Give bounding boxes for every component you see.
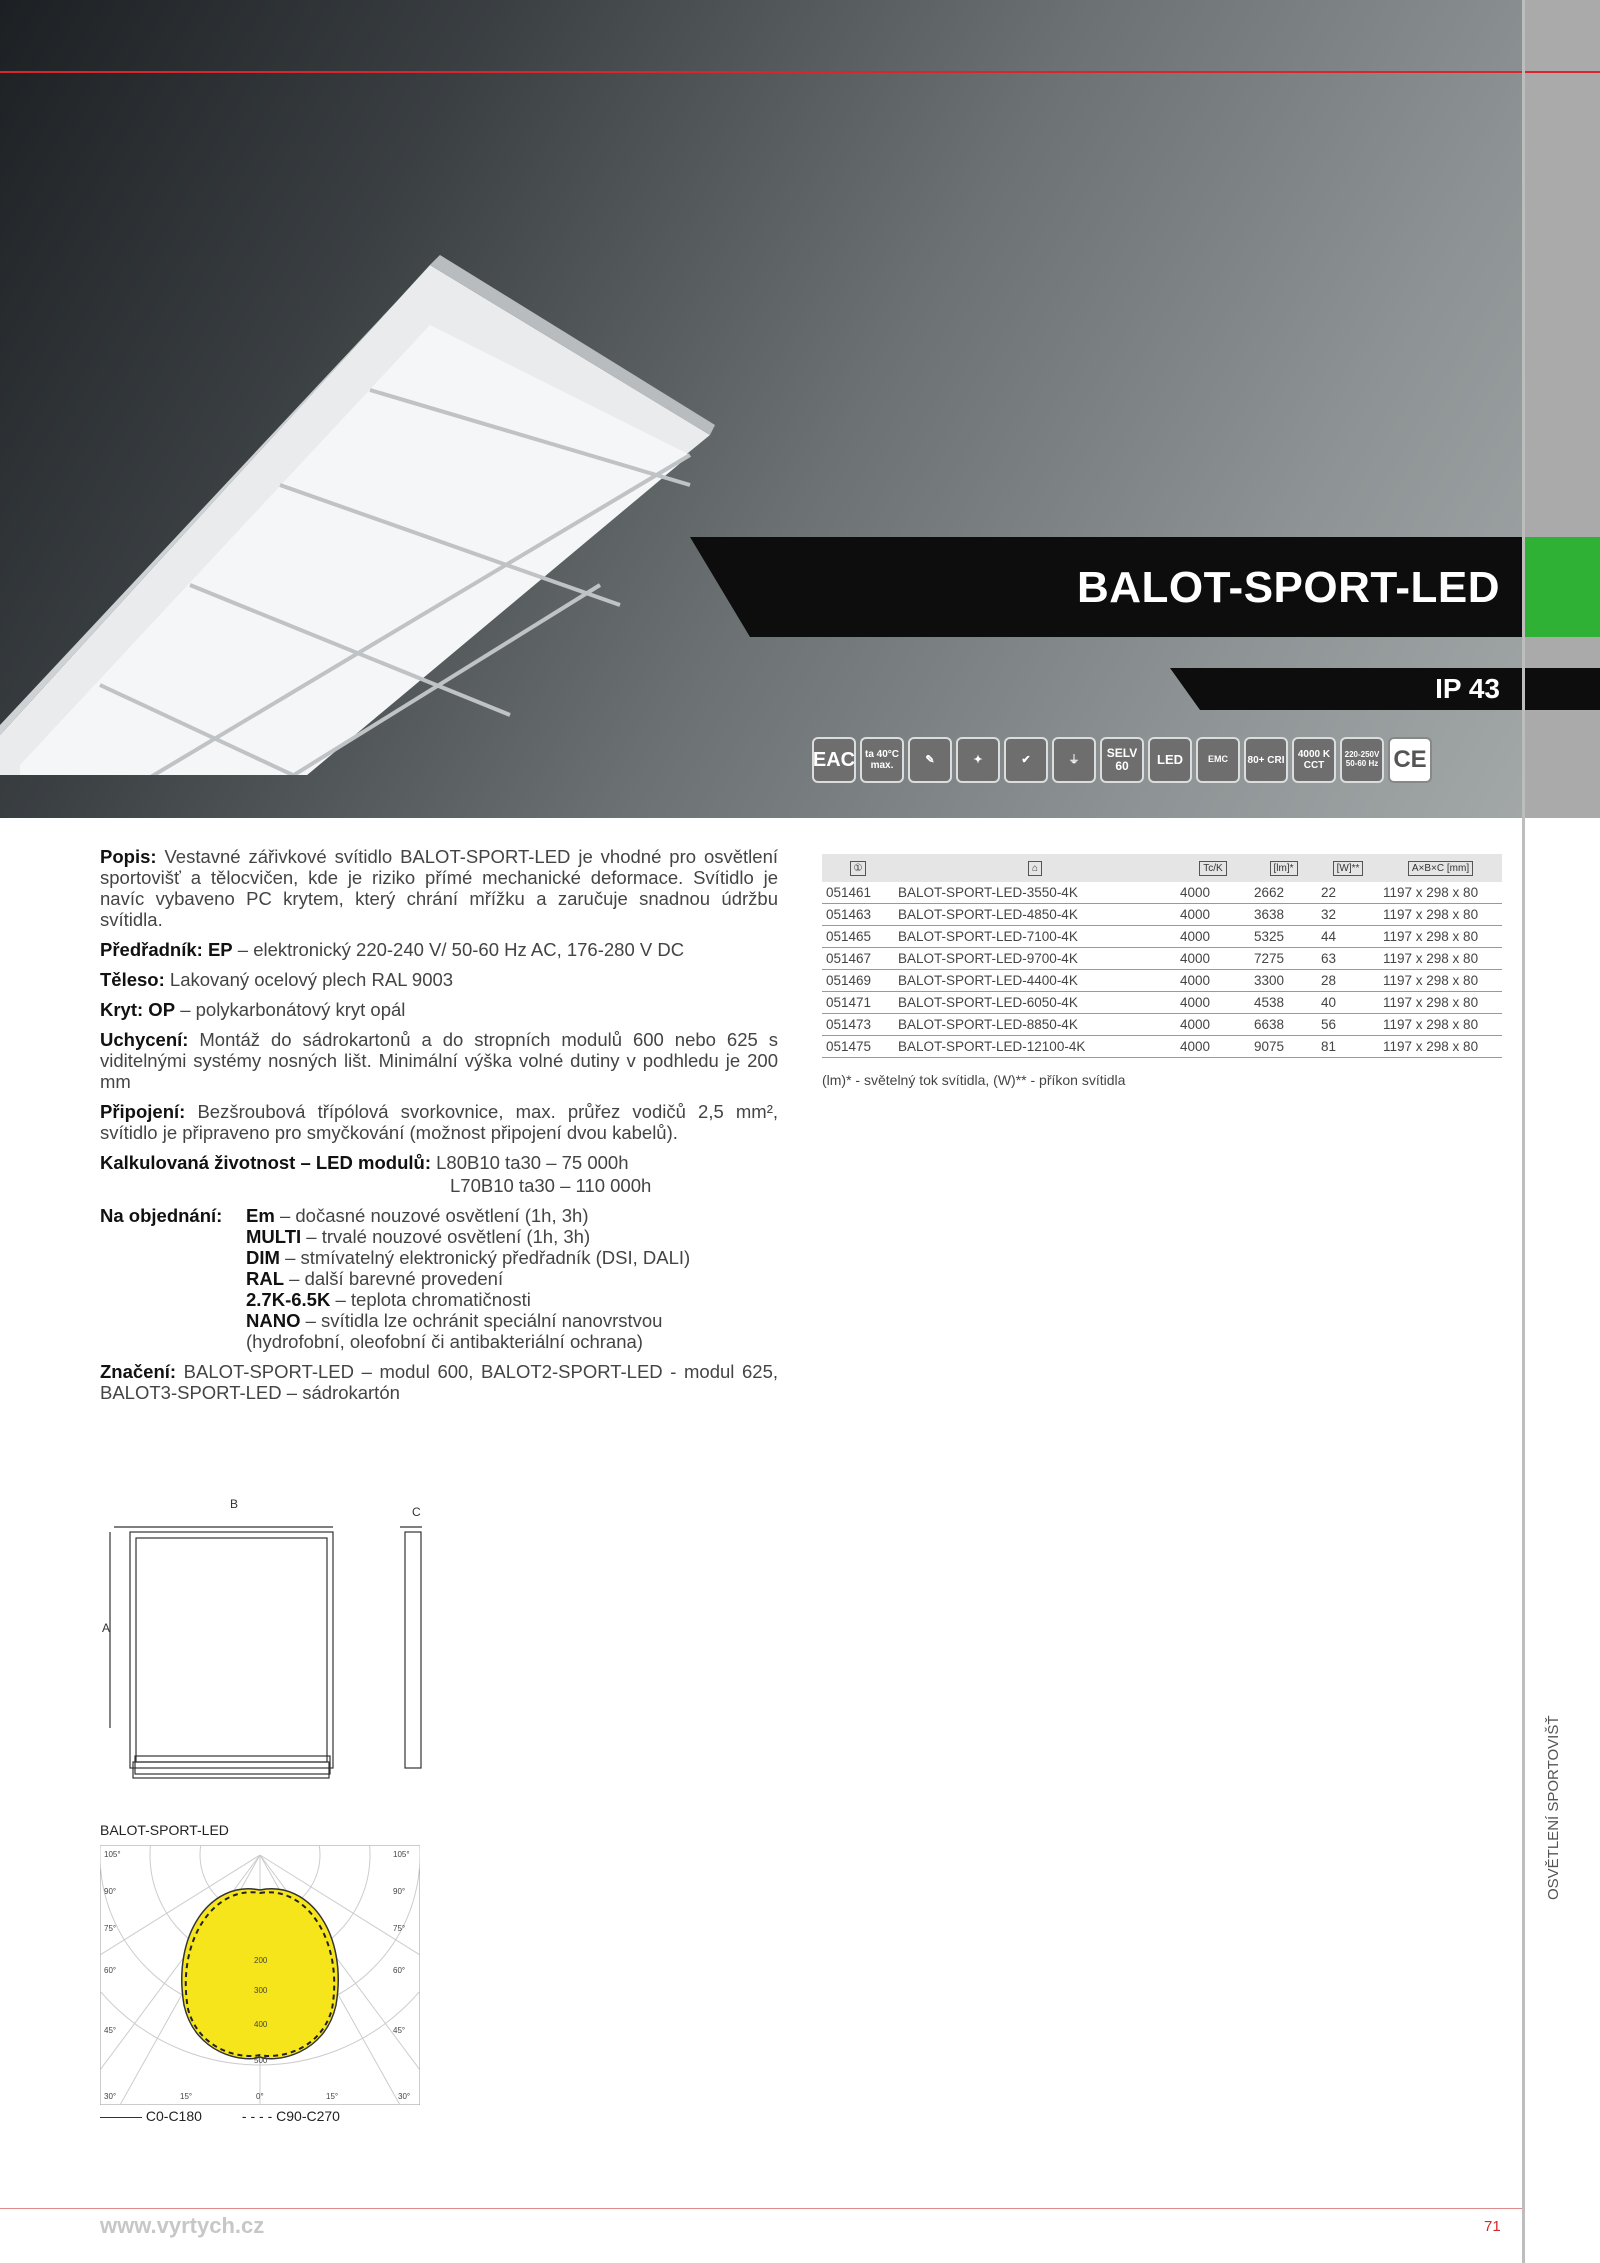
ce-icon: CE bbox=[1388, 737, 1432, 783]
luminaire-icon: ⌂ bbox=[894, 854, 1176, 882]
pripojeni-label: Připojení: bbox=[100, 1101, 186, 1122]
svg-text:90°: 90° bbox=[393, 1887, 406, 1896]
table-row bbox=[822, 882, 1502, 904]
pripojeni-text: Bezšroubová třípólová svorkovnice, max. průřez vodičů 2,5 mm², svítidlo je připraveno pro smyčkování (možnost připojení dvou kabelů). bbox=[100, 1101, 779, 1143]
dim-b: B bbox=[230, 1497, 239, 1511]
zivotnost-label: Kalkulovaná životnost – LED modulů: bbox=[100, 1152, 431, 1173]
table-row bbox=[822, 948, 1502, 970]
svg-text:30°: 30° bbox=[398, 2092, 411, 2101]
selv-icon: SELV 60 bbox=[1100, 737, 1144, 783]
table-cell: 2662 bbox=[1250, 882, 1317, 904]
page-number: 71 bbox=[1484, 2218, 1501, 2235]
table-cell: 4000 bbox=[1176, 904, 1250, 926]
table-cell: BALOT-SPORT-LED-4400-4K bbox=[894, 970, 1176, 992]
table-row bbox=[822, 1036, 1502, 1058]
predradnik-label: Předřadník: EP bbox=[100, 939, 233, 960]
table-row bbox=[822, 1014, 1502, 1036]
table-cell: 051469 bbox=[822, 970, 894, 992]
svg-text:75°: 75° bbox=[393, 1924, 406, 1933]
dim-c: C bbox=[412, 1505, 421, 1519]
technical-drawing bbox=[100, 1492, 440, 1782]
th-lm: [lm]* bbox=[1270, 861, 1298, 876]
table-cell: 4000 bbox=[1176, 926, 1250, 948]
polar-title: BALOT-SPORT-LED bbox=[100, 1822, 229, 1838]
kryt-label: Kryt: OP bbox=[100, 999, 176, 1020]
predradnik-text: – elektronický 220-240 V/ 50-60 Hz AC, 176-280 V DC bbox=[237, 939, 685, 960]
option-item: DIM – stmívatelný elektronický předřadník (DSI, DALI) bbox=[246, 1247, 691, 1268]
svg-text:400: 400 bbox=[254, 2020, 268, 2029]
svg-text:75°: 75° bbox=[104, 1924, 117, 1933]
table-cell: BALOT-SPORT-LED-6050-4K bbox=[894, 992, 1176, 1014]
table-cell: 22 bbox=[1317, 882, 1379, 904]
legend-dashed: - - - - C90-C270 bbox=[241, 2108, 340, 2124]
certification-icons bbox=[812, 737, 1432, 783]
table-cell: 81 bbox=[1317, 1036, 1379, 1058]
table-cell: 051465 bbox=[822, 926, 894, 948]
th-w: [W]** bbox=[1333, 861, 1364, 876]
right-red-line bbox=[1525, 71, 1600, 73]
table-cell: 051475 bbox=[822, 1036, 894, 1058]
footer-line bbox=[0, 2208, 1522, 2209]
table-cell: 1197 x 298 x 80 bbox=[1379, 1014, 1502, 1036]
polar-legend bbox=[100, 2108, 340, 2124]
table-cell: 1197 x 298 x 80 bbox=[1379, 1036, 1502, 1058]
svg-text:105°: 105° bbox=[393, 1850, 410, 1859]
top-red-line bbox=[0, 71, 1522, 73]
section-label: OSVĚTLENÍ SPORTOVIŠŤ bbox=[1545, 1715, 1562, 1900]
table-cell: 051461 bbox=[822, 882, 894, 904]
zivotnost-1: L80B10 ta30 – 75 000h bbox=[436, 1152, 629, 1173]
order-options bbox=[100, 1205, 778, 1352]
popis-text: Vestavné zářivkové svítidlo BALOT-SPORT-LED je vhodné pro osvětlení sportovišť a tělocvičen, kde je riziko přímé mechanické deformace. Svítidlo je navíc vybaveno PC krytem, který chrání mřížku a zaručuje snadnou údržbu svítidla. bbox=[100, 846, 778, 930]
svg-text:15°: 15° bbox=[326, 2092, 339, 2101]
svg-text:45°: 45° bbox=[393, 2026, 406, 2035]
option-item: RAL – další barevné provedení bbox=[246, 1268, 504, 1289]
table-cell: 3300 bbox=[1250, 970, 1317, 992]
temp-icon: ta 40°C max. bbox=[860, 737, 904, 783]
table-header bbox=[822, 854, 1502, 882]
led-icon: LED bbox=[1148, 737, 1192, 783]
table-cell: BALOT-SPORT-LED-8850-4K bbox=[894, 1014, 1176, 1036]
option-item: MULTI – trvalé nouzové osvětlení (1h, 3h) bbox=[246, 1226, 591, 1247]
distribution-curve bbox=[182, 1889, 338, 2059]
zivotnost-2: L70B10 ta30 – 110 000h bbox=[450, 1175, 652, 1196]
znaceni-label: Značení: bbox=[100, 1361, 177, 1382]
table-cell: 1197 x 298 x 80 bbox=[1379, 992, 1502, 1014]
svg-text:500: 500 bbox=[254, 2056, 268, 2065]
znaceni-text: BALOT-SPORT-LED – modul 600, BALOT2-SPORT-LED - modul 625, BALOT3-SPORT-LED – sádrokartón bbox=[100, 1361, 778, 1403]
table-cell: 3638 bbox=[1250, 904, 1317, 926]
teleso-text: Lakovaný ocelový plech RAL 9003 bbox=[169, 969, 454, 990]
table-cell: 1197 x 298 x 80 bbox=[1379, 970, 1502, 992]
luminaire-image bbox=[0, 255, 760, 775]
svg-text:105°: 105° bbox=[104, 1850, 121, 1859]
svg-text:30°: 30° bbox=[104, 2092, 117, 2101]
svg-text:0°: 0° bbox=[256, 2092, 264, 2101]
svg-text:60°: 60° bbox=[393, 1966, 406, 1975]
svg-text:45°: 45° bbox=[104, 2026, 117, 2035]
table-cell: 1197 x 298 x 80 bbox=[1379, 926, 1502, 948]
impact-icon: ✎ bbox=[908, 737, 952, 783]
teleso-label: Těleso: bbox=[100, 969, 165, 990]
popis-label: Popis: bbox=[100, 846, 157, 867]
table-cell: 32 bbox=[1317, 904, 1379, 926]
table-cell: 051467 bbox=[822, 948, 894, 970]
th-tc: Tc/K bbox=[1199, 861, 1226, 876]
table-row bbox=[822, 904, 1502, 926]
table-cell: BALOT-SPORT-LED-12100-4K bbox=[894, 1036, 1176, 1058]
table-cell: 4000 bbox=[1176, 882, 1250, 904]
legend-solid: ——— C0-C180 bbox=[100, 2108, 202, 2124]
svg-text:90°: 90° bbox=[104, 1887, 117, 1896]
table-cell: 1197 x 298 x 80 bbox=[1379, 904, 1502, 926]
th-dims: A×B×C [mm] bbox=[1408, 861, 1473, 876]
table-cell: 1197 x 298 x 80 bbox=[1379, 882, 1502, 904]
table-cell: BALOT-SPORT-LED-9700-4K bbox=[894, 948, 1176, 970]
option-item: Em – dočasné nouzové osvětlení (1h, 3h) bbox=[246, 1205, 589, 1226]
code-icon: ① bbox=[822, 854, 894, 882]
table-cell: 4000 bbox=[1176, 992, 1250, 1014]
table-cell: 9075 bbox=[1250, 1036, 1317, 1058]
product-title: BALOT-SPORT-LED bbox=[1076, 563, 1500, 612]
emc-icon: EMC bbox=[1196, 737, 1240, 783]
table-cell: BALOT-SPORT-LED-3550-4K bbox=[894, 882, 1176, 904]
cct-icon: 4000 K CCT bbox=[1292, 737, 1336, 783]
description bbox=[100, 846, 778, 1412]
table-cell: 051471 bbox=[822, 992, 894, 1014]
option-item: 2.7K-6.5K – teplota chromatičnosti bbox=[246, 1289, 531, 1310]
dim-a: A bbox=[102, 1621, 111, 1635]
table-note: (lm)* - světelný tok svítidla, (W)** - příkon svítidla bbox=[822, 1072, 1126, 1088]
table-cell: 56 bbox=[1317, 1014, 1379, 1036]
product-table bbox=[822, 854, 1502, 1058]
ip-band-right bbox=[1525, 668, 1600, 710]
table-cell: 63 bbox=[1317, 948, 1379, 970]
nano-icon: ✦ bbox=[956, 737, 1000, 783]
eac-icon: EAC bbox=[812, 737, 856, 783]
table-cell: 4000 bbox=[1176, 1014, 1250, 1036]
cri-icon: 80+ CRI bbox=[1244, 737, 1288, 783]
table-row bbox=[822, 970, 1502, 992]
table-row bbox=[822, 992, 1502, 1014]
class1-icon: ⏚ bbox=[1052, 737, 1096, 783]
voltage-icon: 220-250V 50-60 Hz bbox=[1340, 737, 1384, 783]
option-item: NANO – svítidla lze ochránit speciální nanovrstvou (hydrofobní, oleofobní či antibakteriální ochrana) bbox=[246, 1310, 663, 1352]
ip-rating: IP 43 bbox=[1435, 673, 1500, 704]
footer-url[interactable]: www.vyrtych.cz bbox=[100, 2213, 265, 2238]
table-cell: BALOT-SPORT-LED-7100-4K bbox=[894, 926, 1176, 948]
order-label: Na objednání: bbox=[100, 1205, 223, 1226]
svg-text:200: 200 bbox=[254, 1956, 268, 1965]
table-cell: 44 bbox=[1317, 926, 1379, 948]
table-cell: 4000 bbox=[1176, 948, 1250, 970]
check-icon: ✔ bbox=[1004, 737, 1048, 783]
table-cell: 5325 bbox=[1250, 926, 1317, 948]
kryt-text: – polykarbonátový kryt opál bbox=[180, 999, 406, 1020]
table-cell: 4000 bbox=[1176, 1036, 1250, 1058]
svg-text:60°: 60° bbox=[104, 1966, 117, 1975]
table-cell: 6638 bbox=[1250, 1014, 1317, 1036]
table-cell: 40 bbox=[1317, 992, 1379, 1014]
green-marker bbox=[1525, 537, 1600, 637]
table-cell: 4538 bbox=[1250, 992, 1317, 1014]
uchyceni-label: Uchycení: bbox=[100, 1029, 189, 1050]
uchyceni-text: Montáž do sádrokartonů a do stropních modulů 600 nebo 625 s viditelnými systémy nosných lišt. Minimální výška volné dutiny v podhledu je 200 mm bbox=[100, 1029, 779, 1092]
svg-text:300: 300 bbox=[254, 1986, 268, 1995]
table-row bbox=[822, 926, 1502, 948]
table-cell: 1197 x 298 x 80 bbox=[1379, 948, 1502, 970]
table-cell: 4000 bbox=[1176, 970, 1250, 992]
svg-text:15°: 15° bbox=[180, 2092, 193, 2101]
polar-diagram bbox=[100, 1845, 420, 2105]
table-cell: 28 bbox=[1317, 970, 1379, 992]
table-cell: 7275 bbox=[1250, 948, 1317, 970]
table-cell: 051473 bbox=[822, 1014, 894, 1036]
side-elevation bbox=[130, 1752, 340, 1780]
table-cell: 051463 bbox=[822, 904, 894, 926]
table-cell: BALOT-SPORT-LED-4850-4K bbox=[894, 904, 1176, 926]
